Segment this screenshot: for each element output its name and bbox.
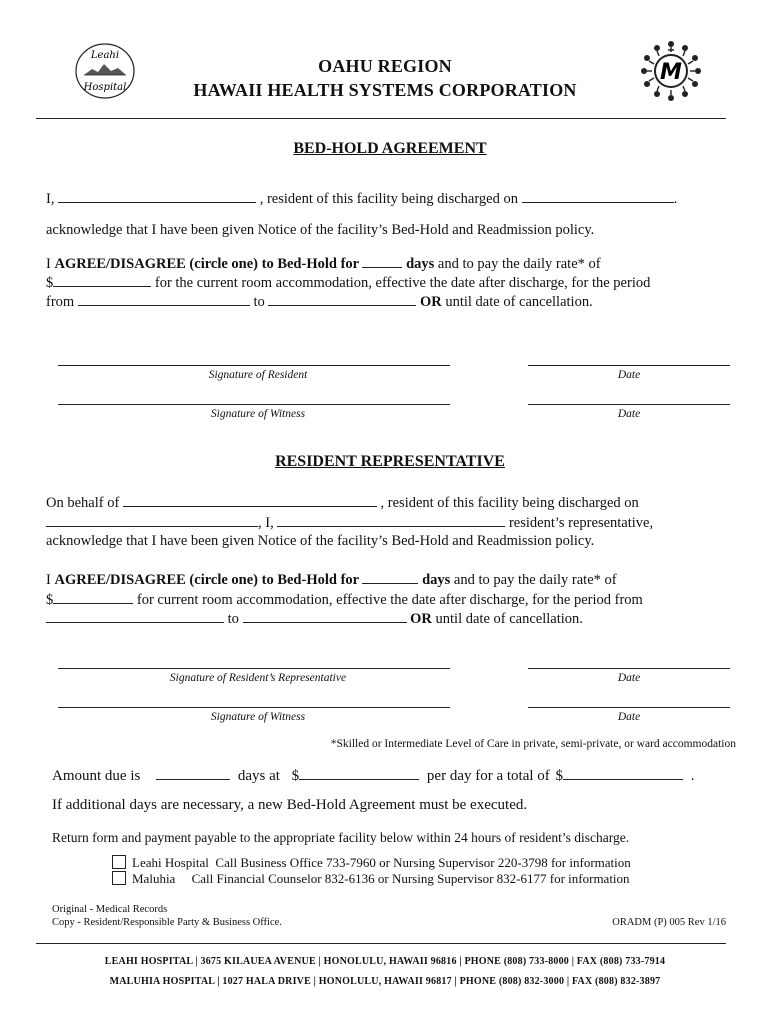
maluhia-logo	[638, 38, 704, 104]
resident-signature-caption: Signature of Resident	[208, 369, 308, 381]
distribution-copy: Copy - Resident/Responsible Party & Business Office.	[52, 917, 282, 928]
representative-signature-line[interactable]	[58, 668, 450, 669]
representative-date-caption: Date	[617, 672, 641, 684]
agreement-title: BED-HOLD AGREEMENT	[293, 140, 487, 157]
rep-witness-signature-caption: Signature of Witness	[210, 711, 306, 723]
daily-rate-field[interactable]	[53, 274, 151, 287]
footer-divider	[36, 943, 726, 944]
witness-signature-line[interactable]	[58, 404, 450, 405]
representative-line-3: acknowledge that I have been given Notice of the facility’s Bed-Hold and Readmission policy.	[46, 533, 595, 549]
facility-leahi-row: Leahi Hospital Call Business Office 733-7960 or Nursing Supervisor 220-3798 for information	[112, 855, 631, 871]
rep-discharge-date-field[interactable]	[46, 514, 258, 527]
amount-days-field[interactable]	[156, 767, 230, 780]
header-title-corporation: HAWAII HEALTH SYSTEMS CORPORATION	[193, 80, 577, 100]
representative-signature-caption: Signature of Resident’s Representative	[169, 672, 347, 684]
resident-signature-line[interactable]	[58, 365, 450, 366]
representative-line-5: $ for current room accommodation, effective the date after discharge, for the period from	[46, 592, 643, 608]
svg-text:M: M	[660, 60, 682, 85]
witness-date-line[interactable]	[528, 404, 730, 405]
footer-maluhia-address: MALUHIA HOSPITAL | 1027 HALA DRIVE | HONOLULU, HAWAII 96817 | PHONE (808) 832-3000 | FAX (808) 832-3897	[109, 976, 661, 987]
representative-date-line[interactable]	[528, 668, 730, 669]
agreement-line-2: acknowledge that I have been given Notice of the facility’s Bed-Hold and Readmission policy.	[46, 222, 595, 238]
rep-witness-date-line[interactable]	[528, 707, 730, 708]
representative-line-1: On behalf of , resident of this facility being discharged on	[46, 495, 639, 511]
svg-text:Hospital: Hospital	[83, 82, 127, 93]
resident-date-line[interactable]	[528, 365, 730, 366]
bedhold-days-field[interactable]	[362, 255, 402, 268]
witness-signature-caption: Signature of Witness	[210, 408, 306, 420]
rep-witness-date-caption: Date	[617, 711, 641, 723]
additional-days-note: If additional days are necessary, a new Bed-Hold Agreement must be executed.	[52, 797, 528, 813]
maluhia-checkbox[interactable]	[112, 871, 126, 885]
agreement-line-5: from to OR until date of cancellation.	[46, 294, 593, 310]
rep-daily-rate-field[interactable]	[53, 591, 133, 604]
representative-line-6: to OR until date of cancellation.	[46, 610, 583, 628]
representative-line-2: , I, resident’s representative,	[46, 514, 653, 532]
facility-maluhia-row: Maluhia Call Financial Counselor 832-6136 or Nursing Supervisor 832-6177 for information	[112, 871, 630, 887]
period-to-field[interactable]	[268, 293, 416, 306]
rep-period-from-field[interactable]	[46, 610, 224, 623]
amount-total-field[interactable]	[563, 767, 683, 780]
leahi-checkbox[interactable]	[112, 855, 126, 869]
period-from-field[interactable]	[78, 293, 250, 306]
amount-per-day-field[interactable]	[299, 767, 419, 780]
representative-name-field[interactable]	[277, 514, 505, 527]
representative-line-4: I AGREE/DISAGREE (circle one) to Bed-Hold for days and to pay the daily rate* of	[46, 572, 617, 588]
resident-name-field[interactable]	[58, 190, 256, 203]
return-form-note: Return form and payment payable to the appropriate facility below within 24 hours of resident’s discharge.	[52, 830, 630, 845]
representative-title: RESIDENT REPRESENTATIVE	[275, 453, 505, 470]
level-of-care-footnote: *Skilled or Intermediate Level of Care in private, semi-private, or ward accommodation	[330, 738, 736, 750]
agreement-line-4: $ for the current room accommodation, effective the date after discharge, for the period	[46, 275, 651, 291]
on-behalf-of-field[interactable]	[123, 494, 377, 507]
rep-period-to-field[interactable]	[243, 610, 407, 623]
agreement-line-1: I, , resident of this facility being discharged on .	[46, 191, 678, 207]
rep-bedhold-days-field[interactable]	[362, 571, 418, 584]
form-code: ORADM (P) 005 Rev 1/16	[612, 917, 726, 928]
rep-witness-signature-line[interactable]	[58, 707, 450, 708]
resident-date-caption: Date	[617, 369, 641, 381]
footer-leahi-address: LEAHI HOSPITAL | 3675 KILAUEA AVENUE | HONOLULU, HAWAII 96816 | PHONE (808) 733-8000 | FAX (808) 733-7914	[104, 956, 666, 967]
header-title-region: OAHU REGION	[318, 56, 452, 76]
discharge-date-field[interactable]	[522, 190, 674, 203]
distribution-original: Original - Medical Records	[52, 904, 168, 915]
svg-text:Leahi: Leahi	[90, 50, 120, 61]
amount-due-line: Amount due is days at $ per day for a total of $ .	[52, 768, 695, 784]
header-divider	[36, 118, 726, 119]
witness-date-caption: Date	[617, 408, 641, 420]
agreement-line-3: I AGREE/DISAGREE (circle one) to Bed-Hold for days and to pay the daily rate* of	[46, 256, 601, 272]
